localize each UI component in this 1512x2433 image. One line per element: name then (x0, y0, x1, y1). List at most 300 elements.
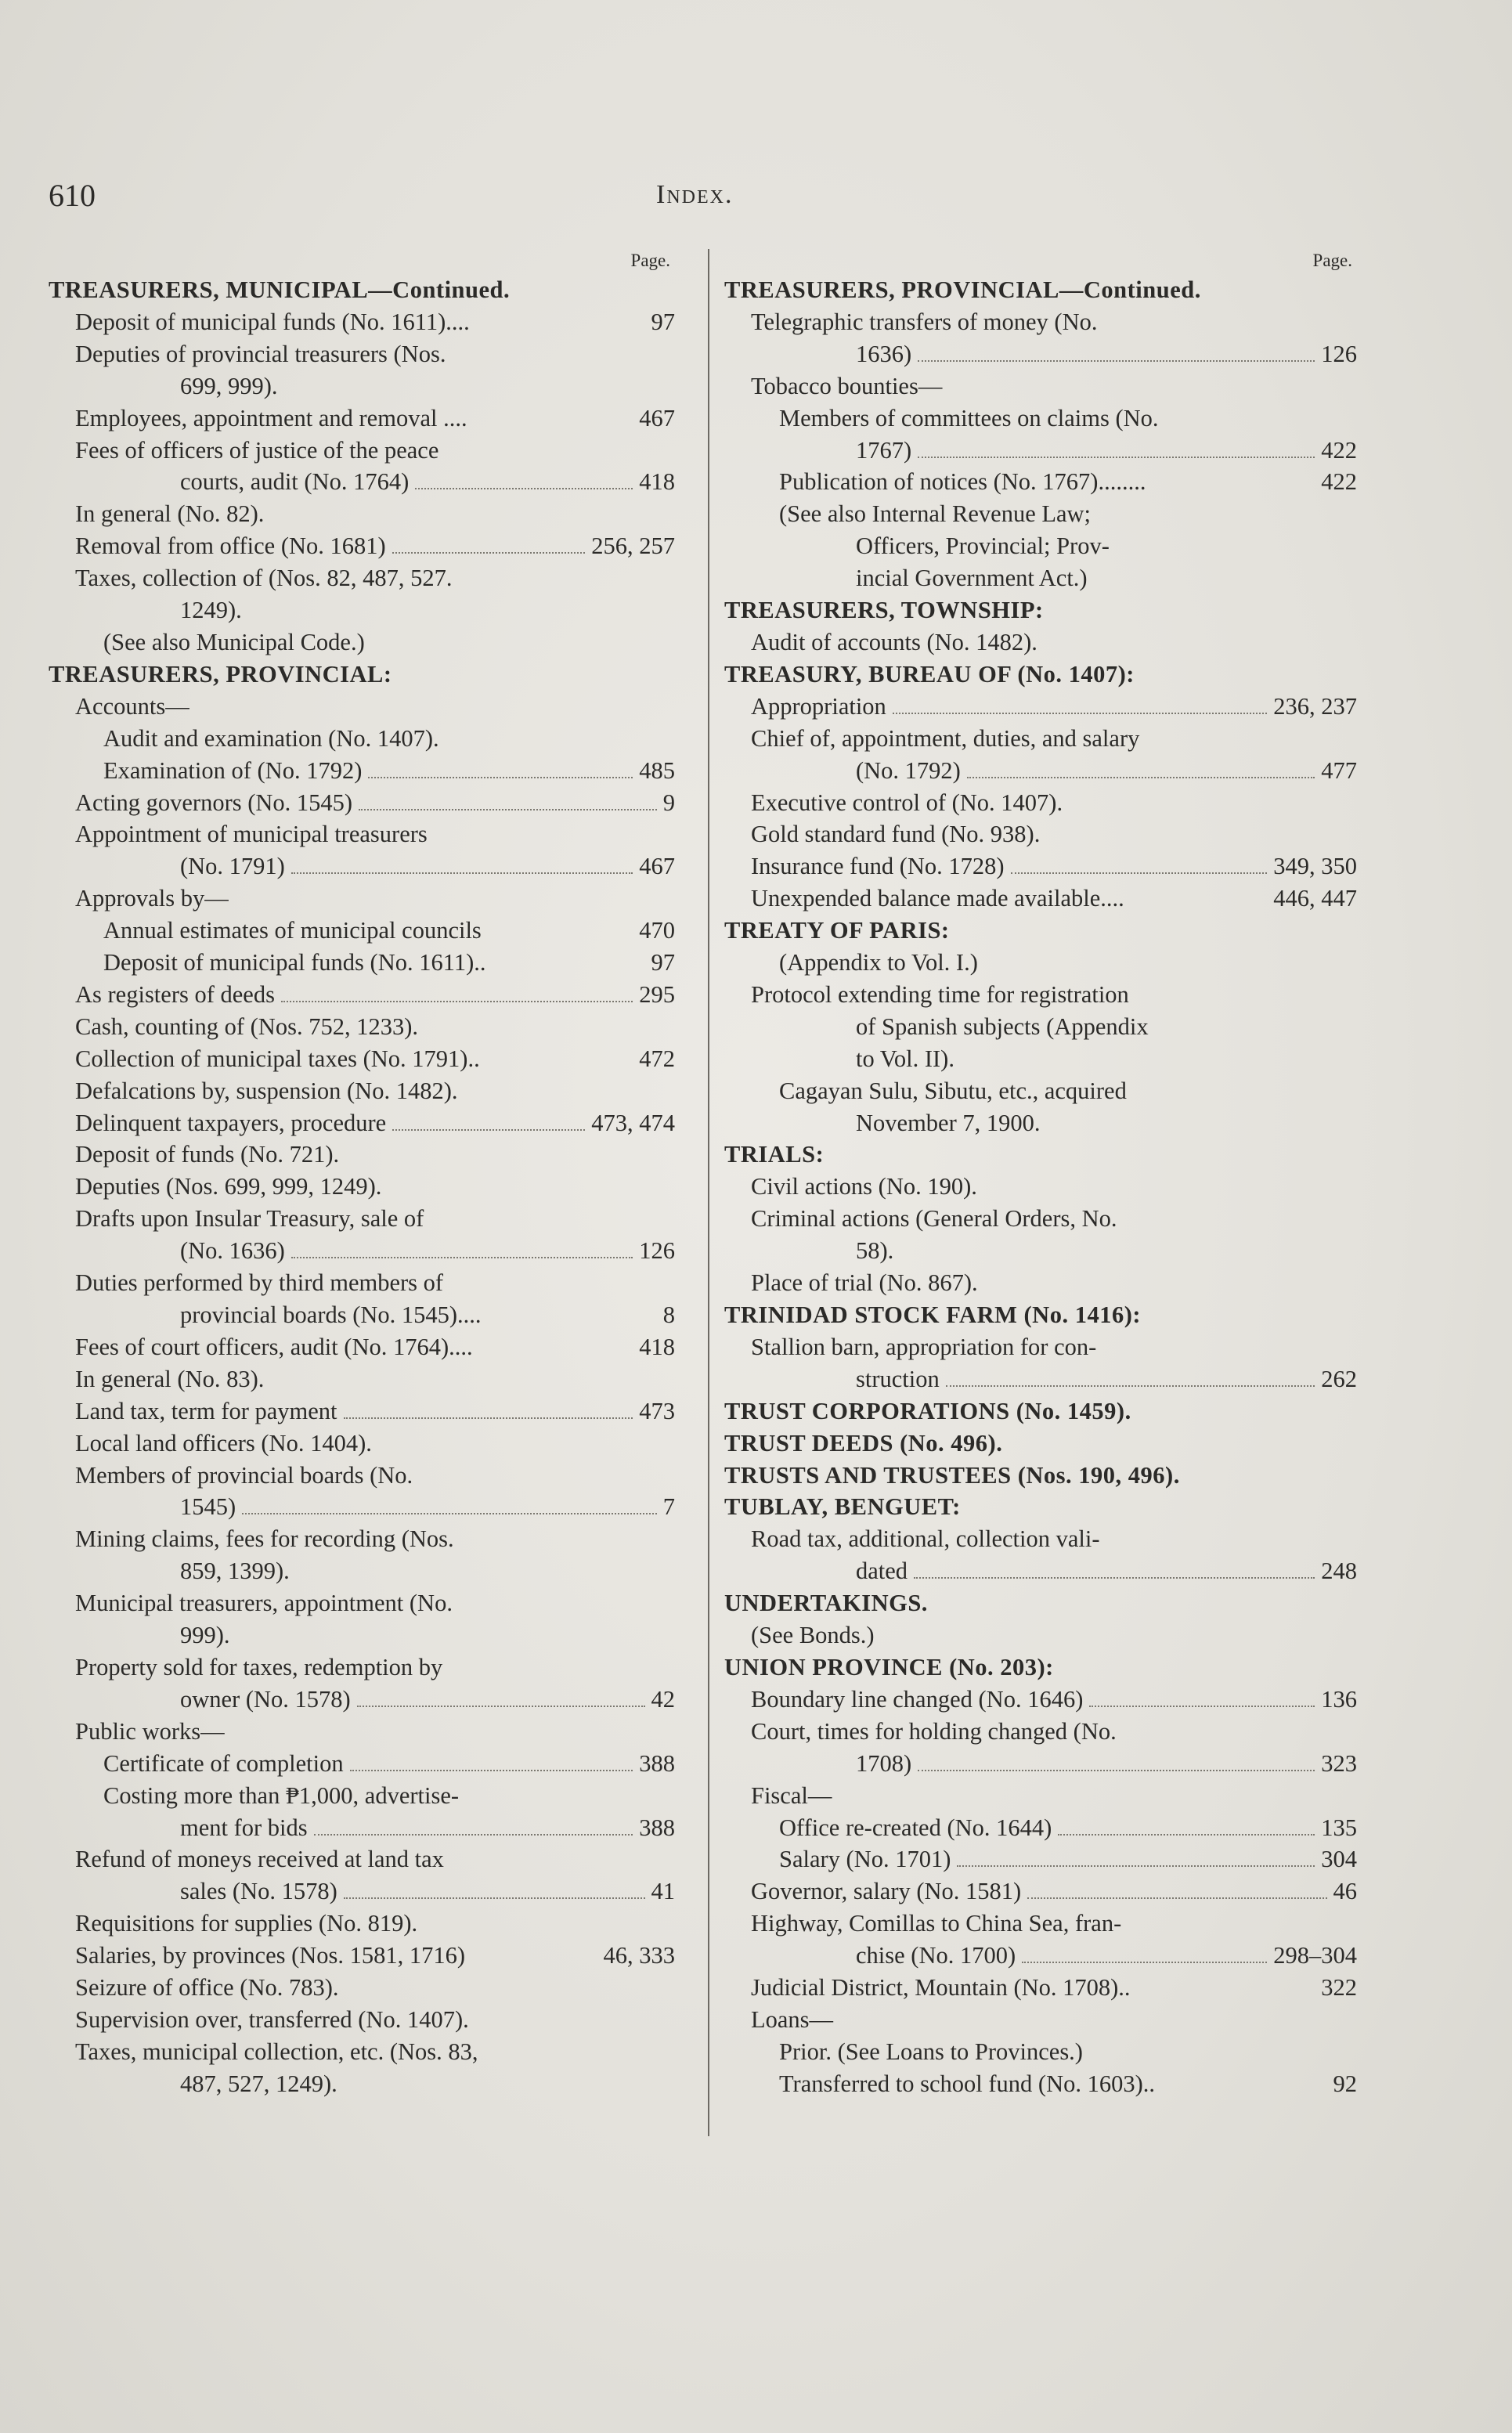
dot-leader (291, 872, 633, 874)
index-entry (724, 1235, 1357, 1267)
entry-text: As registers of deeds (75, 980, 275, 1008)
index-entry (724, 883, 1357, 915)
entry-text: Deposit of funds (No. 721). (75, 1141, 340, 1168)
index-entry (724, 402, 1357, 435)
entry-text: Deposit of municipal funds (No. 1611).. (103, 949, 486, 976)
index-entry (724, 2036, 1357, 2068)
entry-text: Approvals by— (75, 885, 229, 912)
dot-leader (893, 713, 1267, 714)
right-index-entries (724, 274, 1357, 2100)
entry-text: Deputies of provincial treasurers (Nos. (75, 340, 446, 367)
index-entry (724, 1075, 1357, 1107)
dot-leader (918, 457, 1315, 458)
index-entry (724, 755, 1357, 787)
index-entry (49, 1780, 675, 1812)
entry-text: Deputies (Nos. 699, 999, 1249). (75, 1173, 382, 1200)
page-number: 610 (49, 178, 96, 213)
index-entry (49, 1395, 675, 1428)
page-reference: 41 (651, 1878, 675, 1905)
index-entry (49, 1460, 675, 1492)
page-reference: 422 (1321, 436, 1357, 464)
index-heading (724, 915, 1357, 947)
index-entry (724, 1171, 1357, 1203)
entry-text: Publication of notices (No. 1767)........ (779, 468, 1146, 496)
entry-text: Requisitions for supplies (No. 819). (75, 1910, 418, 1937)
index-entry (49, 850, 675, 883)
entry-text: Unexpended balance made available.... (751, 885, 1124, 912)
index-entry (724, 435, 1357, 467)
index-entry (724, 626, 1357, 659)
index-entry (49, 306, 675, 338)
entry-text: TRIALS: (724, 1141, 825, 1168)
index-entry (724, 1043, 1357, 1075)
entry-text: Removal from office (No. 1681) (75, 532, 386, 560)
page-reference: 126 (639, 1237, 675, 1265)
index-entry (49, 1267, 675, 1299)
index-heading (724, 594, 1357, 626)
left-column (49, 247, 675, 2100)
entry-text: Transferred to school fund (No. 1603).. (779, 2070, 1156, 2097)
entry-text: of Spanish subjects (Appendix (856, 1013, 1149, 1040)
entry-text: Road tax, additional, collection vali- (751, 1525, 1100, 1553)
entry-text: Appointment of municipal treasurers (75, 821, 428, 848)
index-entry (49, 530, 675, 562)
entry-text: 1708) (856, 1749, 912, 1777)
index-entry (49, 1619, 675, 1651)
index-entry (724, 1843, 1357, 1875)
dot-leader (918, 360, 1315, 362)
index-entry (724, 1011, 1357, 1043)
entry-text: provincial boards (No. 1545).... (180, 1301, 482, 1328)
index-entry (724, 691, 1357, 723)
page-reference: 418 (639, 1333, 675, 1360)
entry-text: November 7, 1900. (856, 1109, 1041, 1136)
entry-text: Mining claims, fees for recording (Nos. (75, 1525, 454, 1553)
page-reference: 473 (639, 1397, 675, 1424)
entry-text: to Vol. II). (856, 1045, 954, 1072)
dot-leader (350, 1770, 633, 1771)
page-reference: 322 (1321, 1974, 1357, 2002)
entry-text: Employees, appointment and removal .... (75, 404, 467, 431)
entry-text: (No. 1792) (856, 756, 961, 784)
entry-text: Boundary line changed (No. 1646) (751, 1685, 1084, 1713)
index-entry (49, 2036, 675, 2068)
entry-text: 58). (856, 1237, 894, 1265)
page-reference: 418 (639, 468, 675, 496)
index-entry (49, 1491, 675, 1523)
dot-leader (392, 552, 586, 554)
index-heading (49, 659, 675, 691)
entry-text: Loans— (751, 2005, 834, 2033)
index-entry (49, 626, 675, 659)
entry-text: 1767) (856, 436, 912, 464)
dot-leader (1022, 1962, 1267, 1963)
entry-text: 999). (180, 1622, 230, 1649)
dot-leader (1089, 1706, 1315, 1707)
index-entry (724, 1812, 1357, 1844)
entry-text: TREASURERS, MUNICIPAL—Continued. (49, 276, 511, 303)
index-entry (724, 1716, 1357, 1748)
index-entry (49, 947, 675, 979)
index-entry (724, 1267, 1357, 1299)
entry-text: Judicial District, Mountain (No. 1708).. (751, 1974, 1131, 2002)
page-reference: 46 (1333, 1878, 1357, 1905)
entry-text: TREASURERS, PROVINCIAL—Continued. (724, 276, 1201, 303)
index-entry (49, 1812, 675, 1844)
index-entry (49, 883, 675, 915)
index-entry (49, 1139, 675, 1171)
entry-text: Officers, Provincial; Prov- (856, 532, 1110, 560)
page-reference: 135 (1321, 1814, 1357, 1841)
entry-text: Taxes, municipal collection, etc. (Nos. 83, (75, 2038, 478, 2065)
dot-leader (1011, 872, 1268, 874)
entry-text: Accounts— (75, 692, 189, 720)
dot-leader (1027, 1897, 1326, 1899)
index-heading (724, 1395, 1357, 1428)
entry-text: Civil actions (No. 190). (751, 1173, 977, 1200)
entry-text: Tobacco bounties— (751, 372, 943, 399)
page-reference: 485 (639, 756, 675, 784)
entry-text: Acting governors (No. 1545) (75, 789, 353, 816)
page-reference: 248 (1321, 1558, 1357, 1585)
dot-leader (392, 1129, 585, 1131)
index-entry (724, 1684, 1357, 1716)
index-heading (724, 1299, 1357, 1331)
entry-text: sales (No. 1578) (180, 1878, 337, 1905)
entry-text: TRINIDAD STOCK FARM (No. 1416): (724, 1301, 1142, 1328)
running-title: Index. (656, 180, 734, 209)
entry-text: courts, audit (No. 1764) (180, 468, 410, 496)
index-entry (49, 1684, 675, 1716)
page-reference: 136 (1321, 1685, 1357, 1713)
page-reference: 42 (651, 1685, 675, 1713)
dot-leader (415, 488, 633, 489)
index-entry (724, 723, 1357, 755)
page-reference: 298–304 (1273, 1942, 1357, 1969)
dot-leader (1058, 1834, 1315, 1836)
index-entry (49, 562, 675, 594)
entry-text: (Appendix to Vol. I.) (779, 949, 978, 976)
dot-leader (344, 1897, 645, 1899)
index-entry (724, 1972, 1357, 2004)
index-entry (49, 2068, 675, 2100)
entry-text: In general (No. 82). (75, 500, 265, 528)
page-reference: 9 (662, 789, 675, 816)
entry-text: Fees of officers of justice of the peace (75, 436, 439, 464)
entry-text: (No. 1791) (180, 853, 285, 880)
index-entry (49, 1428, 675, 1460)
index-entry (724, 1940, 1357, 1972)
dot-leader (359, 809, 657, 810)
index-entry (49, 1043, 675, 1075)
index-entry (49, 1107, 675, 1139)
index-entry (724, 2068, 1357, 2100)
page-reference: 262 (1321, 1365, 1357, 1392)
page-reference: 349, 350 (1273, 853, 1357, 880)
index-entry (49, 370, 675, 402)
entry-text: Prior. (See Loans to Provinces.) (779, 2038, 1083, 2065)
entry-text: TREATY OF PARIS: (724, 917, 950, 944)
entry-text: Criminal actions (General Orders, No. (751, 1205, 1117, 1233)
page-reference: 126 (1321, 340, 1357, 367)
entry-text: Members of provincial boards (No. (75, 1461, 413, 1489)
left-index-entries (49, 274, 675, 2100)
page-reference: 477 (1321, 756, 1357, 784)
entry-text: Appropriation (751, 692, 886, 720)
entry-text: TREASURY, BUREAU OF (No. 1407): (724, 660, 1135, 688)
entry-text: Office re-created (No. 1644) (779, 1814, 1052, 1841)
entry-text: Cash, counting of (Nos. 752, 1233). (75, 1013, 418, 1040)
index-entry (49, 402, 675, 435)
entry-text: TRUSTS AND TRUSTEES (Nos. 190, 496). (724, 1461, 1180, 1489)
index-entry (49, 1523, 675, 1555)
entry-text: 1636) (856, 340, 912, 367)
page-reference: 422 (1321, 468, 1357, 496)
dot-leader (291, 1257, 633, 1258)
right-column (724, 247, 1357, 2100)
entry-text: 1545) (180, 1493, 236, 1521)
index-entry (49, 1940, 675, 1972)
entry-text: Insurance fund (No. 1728) (751, 853, 1005, 880)
index-entry (724, 498, 1357, 530)
index-heading (724, 1460, 1357, 1492)
index-entry (724, 1107, 1357, 1139)
entry-text: Place of trial (No. 867). (751, 1269, 978, 1297)
page-column-label: Page. (630, 251, 670, 270)
index-entry (49, 1972, 675, 2004)
entry-text: Governor, salary (No. 1581) (751, 1878, 1022, 1905)
entry-text: Chief of, appointment, duties, and salary (751, 724, 1140, 752)
index-heading (724, 1139, 1357, 1171)
dot-leader (946, 1385, 1315, 1387)
index-entry (49, 466, 675, 498)
entry-text: UNION PROVINCE (No. 203): (724, 1653, 1054, 1680)
index-entry (49, 723, 675, 755)
entry-text: Telegraphic transfers of money (No. (751, 308, 1098, 335)
entry-text: Delinquent taxpayers, procedure (75, 1109, 387, 1136)
entry-text: Annual estimates of municipal councils (103, 917, 482, 944)
index-entry (724, 1555, 1357, 1587)
dot-leader (357, 1706, 645, 1707)
index-entry (49, 915, 675, 947)
index-heading (724, 1428, 1357, 1460)
entry-text: owner (No. 1578) (180, 1685, 351, 1713)
index-entry (49, 1299, 675, 1331)
index-entry (724, 1875, 1357, 1908)
index-entry (724, 947, 1357, 979)
index-entry (49, 498, 675, 530)
index-entry (49, 2004, 675, 2036)
index-entry (49, 594, 675, 626)
index-entry (49, 1587, 675, 1619)
index-heading (724, 274, 1357, 306)
page-reference: 46, 333 (603, 1942, 675, 1969)
page-reference: 467 (639, 853, 675, 880)
page-reference: 7 (662, 1493, 675, 1521)
index-entry (49, 1748, 675, 1780)
column-divider (708, 249, 709, 2136)
entry-text: Salaries, by provinces (Nos. 1581, 1716) (75, 1942, 466, 1969)
index-entry (49, 1011, 675, 1043)
index-entry (724, 979, 1357, 1011)
index-entry (724, 1523, 1357, 1555)
entry-text: Deposit of municipal funds (No. 1611).... (75, 308, 470, 335)
entry-text: (No. 1636) (180, 1237, 285, 1265)
entry-text: Land tax, term for payment (75, 1397, 337, 1424)
index-heading (724, 1651, 1357, 1684)
entry-text: dated (856, 1558, 908, 1585)
page-reference: 295 (639, 980, 675, 1008)
dot-leader (368, 777, 633, 778)
entry-text: incial Government Act.) (856, 565, 1088, 592)
index-entry (49, 338, 675, 370)
index-entry (49, 435, 675, 467)
entry-text: Certificate of completion (103, 1749, 344, 1777)
dot-leader (242, 1513, 657, 1514)
dot-leader (967, 777, 1315, 778)
page-reference: 8 (662, 1301, 675, 1328)
entry-text: Costing more than ₱1,000, advertise- (103, 1781, 460, 1809)
index-heading (724, 1491, 1357, 1523)
entry-text: (See also Internal Revenue Law; (779, 500, 1092, 528)
entry-text: Property sold for taxes, redemption by (75, 1653, 443, 1680)
index-entry (49, 1555, 675, 1587)
entry-text: Refund of moneys received at land tax (75, 1846, 444, 1873)
entry-text: Public works— (75, 1717, 225, 1745)
index-entry (49, 1908, 675, 1940)
dot-leader (914, 1577, 1315, 1579)
entry-text: Cagayan Sulu, Sibutu, etc., acquired (779, 1077, 1127, 1104)
index-entry (724, 1363, 1357, 1395)
page-reference: 472 (639, 1045, 675, 1072)
index-entry (49, 1716, 675, 1748)
entry-text: Members of committees on claims (No. (779, 404, 1159, 431)
entry-text: Fiscal— (751, 1781, 832, 1809)
entry-text: In general (No. 83). (75, 1365, 265, 1392)
entry-text: 699, 999). (180, 372, 278, 399)
entry-text: Seizure of office (No. 783). (75, 1974, 339, 2002)
page-reference: 467 (639, 404, 675, 431)
index-entry (724, 338, 1357, 370)
index-heading (49, 274, 675, 306)
index-entry (49, 1651, 675, 1684)
page-reference: 388 (639, 1749, 675, 1777)
index-entry (724, 850, 1357, 883)
dot-leader (281, 1001, 633, 1002)
index-entry (49, 1875, 675, 1908)
entry-text: (See Bonds.) (751, 1622, 875, 1649)
entry-text: Protocol extending time for registration (751, 980, 1129, 1008)
index-entry (724, 1780, 1357, 1812)
dot-leader (314, 1834, 633, 1836)
entry-text: chise (No. 1700) (856, 1942, 1016, 1969)
entry-text: Highway, Comillas to China Sea, fran- (751, 1910, 1122, 1937)
entry-text: (See also Municipal Code.) (103, 628, 365, 655)
entry-text: Salary (No. 1701) (779, 1846, 951, 1873)
index-entry (724, 1331, 1357, 1363)
index-entry (724, 1748, 1357, 1780)
index-entry (724, 1908, 1357, 1940)
entry-text: Court, times for holding changed (No. (751, 1717, 1117, 1745)
index-entry (49, 1235, 675, 1267)
index-entry (49, 1075, 675, 1107)
index-entry (724, 1619, 1357, 1651)
page-reference: 97 (651, 949, 675, 976)
entry-text: Gold standard fund (No. 938). (751, 821, 1041, 848)
entry-text: struction (856, 1365, 940, 1392)
page-column-label: Page. (1312, 251, 1352, 270)
page-reference: 446, 447 (1273, 885, 1357, 912)
page-reference: 97 (651, 308, 675, 335)
index-entry (49, 1843, 675, 1875)
index-entry (49, 1331, 675, 1363)
index-heading (724, 659, 1357, 691)
entry-text: Audit and examination (No. 1407). (103, 724, 439, 752)
entry-text: 859, 1399). (180, 1558, 290, 1585)
index-entry (49, 1171, 675, 1203)
index-entry (49, 1363, 675, 1395)
entry-text: TRUST DEEDS (No. 496). (724, 1429, 1003, 1457)
dot-leader (957, 1865, 1315, 1867)
entry-text: TREASURERS, TOWNSHIP: (724, 597, 1044, 624)
entry-text: Drafts upon Insular Treasury, sale of (75, 1205, 424, 1233)
page-reference: 388 (639, 1814, 675, 1841)
entry-text: Examination of (No. 1792) (103, 756, 363, 784)
page-reference: 304 (1321, 1846, 1357, 1873)
page-reference: 473, 474 (591, 1109, 675, 1136)
index-entry (724, 466, 1357, 498)
entry-text: TRUST CORPORATIONS (No. 1459). (724, 1397, 1131, 1424)
index-entry (49, 1203, 675, 1235)
index-entry (724, 370, 1357, 402)
entry-text: Supervision over, transferred (No. 1407). (75, 2005, 469, 2033)
page-reference: 470 (639, 917, 675, 944)
index-entry (724, 1203, 1357, 1235)
index-entry (49, 818, 675, 850)
index-heading (724, 1587, 1357, 1619)
entry-text: Audit of accounts (No. 1482). (751, 628, 1037, 655)
index-entry (49, 979, 675, 1011)
entry-text: 1249). (180, 597, 242, 624)
entry-text: Executive control of (No. 1407). (751, 789, 1063, 816)
index-entry (724, 2004, 1357, 2036)
page-reference: 323 (1321, 1749, 1357, 1777)
dot-leader (918, 1770, 1315, 1771)
entry-text: Duties performed by third members of (75, 1269, 444, 1297)
dot-leader (344, 1417, 633, 1419)
entry-text: UNDERTAKINGS. (724, 1590, 928, 1617)
index-entry (49, 691, 675, 723)
entry-text: TREASURERS, PROVINCIAL: (49, 660, 392, 688)
entry-text: Collection of municipal taxes (No. 1791).. (75, 1045, 480, 1072)
index-entry (49, 755, 675, 787)
index-entry (724, 530, 1357, 562)
index-entry (724, 306, 1357, 338)
entry-text: Fees of court officers, audit (No. 1764).... (75, 1333, 473, 1360)
index-entry (724, 818, 1357, 850)
entry-text: Taxes, collection of (Nos. 82, 487, 527. (75, 565, 453, 592)
entry-text: 487, 527, 1249). (180, 2070, 337, 2097)
index-entry (49, 787, 675, 819)
page-reference: 256, 257 (591, 532, 675, 560)
entry-text: Local land officers (No. 1404). (75, 1429, 372, 1457)
index-entry (724, 787, 1357, 819)
entry-text: Municipal treasurers, appointment (No. (75, 1590, 453, 1617)
entry-text: ment for bids (180, 1814, 308, 1841)
index-entry (724, 562, 1357, 594)
entry-text: Defalcations by, suspension (No. 1482). (75, 1077, 458, 1104)
entry-text: Stallion barn, appropriation for con- (751, 1333, 1097, 1360)
